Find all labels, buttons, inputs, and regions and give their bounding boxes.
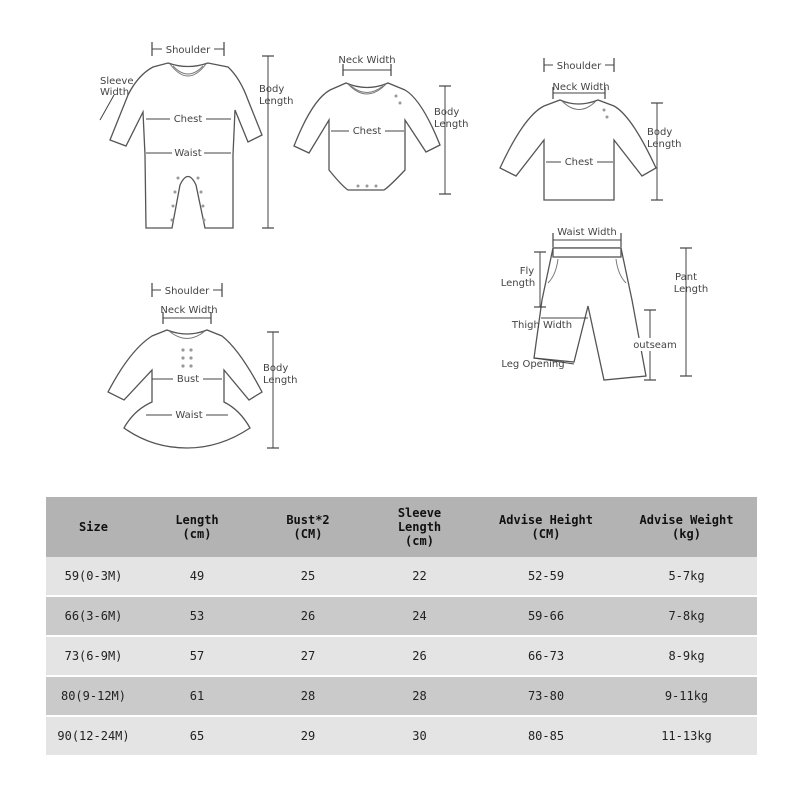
table-row (46, 637, 757, 675)
cell-sleeve: 28 (363, 677, 476, 715)
cell-height: 73-80 (476, 677, 616, 715)
pants-outseam-label: outseam (633, 340, 677, 351)
romper-body-length-label-2: Length (259, 96, 294, 107)
cell-weight: 5-7kg (616, 557, 757, 595)
cell-height: 80-85 (476, 717, 616, 755)
size-chart-table (46, 497, 757, 755)
cell-weight: 9-11kg (616, 677, 757, 715)
header-advise-height: Advise Height (CM) (476, 497, 616, 557)
dress-outline (108, 330, 262, 448)
romper-sleeve-width-label-1: Sleeve (100, 76, 134, 87)
header-bust: Bust*2 (CM) (253, 497, 363, 557)
header-length: Length (cm) (141, 497, 253, 557)
pants-fly-length-label-2: Length (500, 278, 536, 289)
cell-size: 59(0-3M) (46, 557, 141, 595)
pants-diagram (501, 227, 709, 380)
cell-length: 57 (141, 637, 253, 675)
pants-fly-length-label-1: Fly (519, 266, 535, 277)
romper-body-length-label-1: Body (259, 84, 285, 95)
top-chest-label: Chest (564, 157, 594, 168)
cell-weight: 8-9kg (616, 637, 757, 675)
cell-height: 66-73 (476, 637, 616, 675)
cell-length: 49 (141, 557, 253, 595)
top-diagram (500, 58, 682, 200)
top-neck-width-label: Neck Width (552, 82, 610, 93)
cell-length: 65 (141, 717, 253, 755)
header-sleeve-length: Sleeve Length (cm) (363, 497, 476, 557)
dress-body-length-label-1: Body (263, 363, 289, 374)
dress-shoulder-label: Shoulder (164, 286, 210, 297)
cell-length: 61 (141, 677, 253, 715)
cell-sleeve: 22 (363, 557, 476, 595)
cell-sleeve: 30 (363, 717, 476, 755)
table-row (46, 677, 757, 715)
cell-height: 59-66 (476, 597, 616, 635)
cell-height: 52-59 (476, 557, 616, 595)
cell-size: 80(9-12M) (46, 677, 141, 715)
bodysuit-body-length-label-1: Body (434, 107, 460, 118)
romper-diagram (100, 42, 294, 228)
cell-bust: 28 (253, 677, 363, 715)
cell-bust: 27 (253, 637, 363, 675)
cell-size: 66(3-6M) (46, 597, 141, 635)
romper-outline (110, 63, 262, 228)
cell-size: 73(6-9M) (46, 637, 141, 675)
bodysuit-body-length-label-2: Length (434, 119, 469, 130)
pants-pant-length-label-2: Length (673, 284, 709, 295)
header-size: Size (46, 497, 141, 557)
table-row (46, 597, 757, 635)
top-outline (500, 100, 656, 200)
cell-size: 90(12-24M) (46, 717, 141, 755)
pants-leg-opening-label: Leg Opening (501, 359, 565, 370)
table-row (46, 557, 757, 595)
cell-bust: 26 (253, 597, 363, 635)
pants-thigh-width-label: Thigh Width (511, 320, 573, 331)
top-body-length-label-2: Length (647, 139, 682, 150)
top-shoulder-label: Shoulder (556, 61, 602, 72)
dress-waist-label: Waist (175, 410, 203, 421)
dress-bust-label: Bust (176, 374, 200, 385)
cell-bust: 25 (253, 557, 363, 595)
romper-chest-label: Chest (173, 114, 203, 125)
cell-length: 53 (141, 597, 253, 635)
dress-diagram (108, 283, 298, 448)
bodysuit-neck-width-label: Neck Width (338, 55, 396, 66)
cell-sleeve: 26 (363, 637, 476, 675)
pants-waist-width-label: Waist Width (557, 227, 617, 238)
table-row (46, 717, 757, 755)
cell-bust: 29 (253, 717, 363, 755)
bodysuit-diagram (294, 55, 469, 194)
romper-sleeve-width-label-2: Width (100, 87, 130, 98)
size-table-header-row (46, 497, 757, 557)
romper-waist-label: Waist (174, 148, 202, 159)
cell-sleeve: 24 (363, 597, 476, 635)
cell-weight: 7-8kg (616, 597, 757, 635)
dress-body-length-label-2: Length (263, 375, 298, 386)
header-advise-weight: Advise Weight (kg) (616, 497, 757, 557)
cell-weight: 11-13kg (616, 717, 757, 755)
pants-pant-length-label-1: Pant (675, 272, 697, 283)
romper-shoulder-label: Shoulder (165, 45, 211, 56)
dress-neck-width-label: Neck Width (160, 305, 218, 316)
top-body-length-label-1: Body (647, 127, 673, 138)
bodysuit-chest-label: Chest (352, 126, 382, 137)
